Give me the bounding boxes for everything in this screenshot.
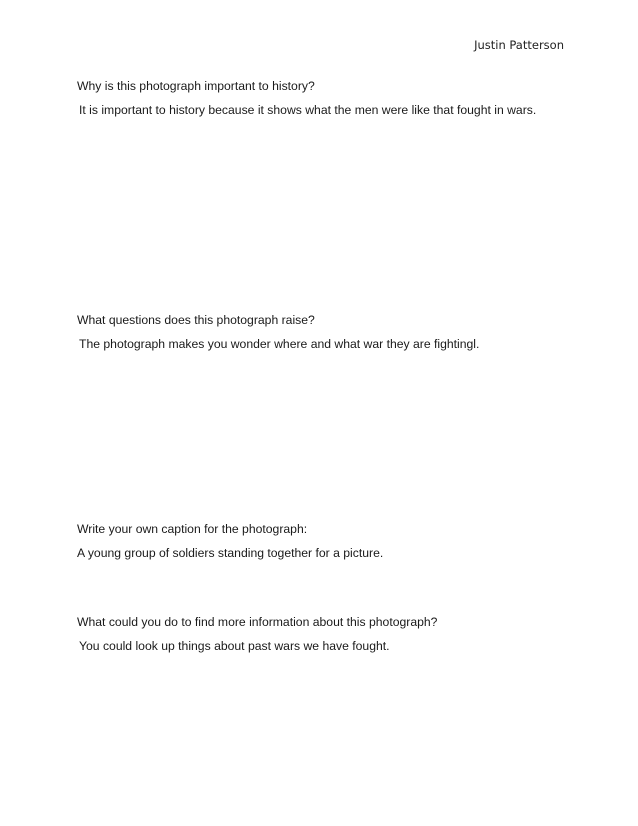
- question-text: What could you do to find more information about this photograph?: [77, 615, 438, 629]
- answer-text: You could look up things about past wars we have fought.: [79, 639, 390, 653]
- answer-text: It is important to history because it shows what the men were like that fought in wars.: [79, 103, 537, 117]
- author-name: Justin Patterson: [474, 38, 564, 52]
- question-block: [77, 522, 577, 561]
- question-block: [77, 615, 577, 654]
- answer-text: A young group of soldiers standing together for a picture.: [77, 546, 384, 560]
- question-text: Write your own caption for the photograph:: [77, 522, 308, 536]
- question-text: What questions does this photograph raise?: [77, 313, 315, 327]
- question-text: Why is this photograph important to history?: [77, 79, 315, 93]
- question-block: [77, 313, 577, 352]
- question-block: [77, 79, 577, 118]
- answer-text: The photograph makes you wonder where and what war they are fightingl.: [79, 337, 480, 351]
